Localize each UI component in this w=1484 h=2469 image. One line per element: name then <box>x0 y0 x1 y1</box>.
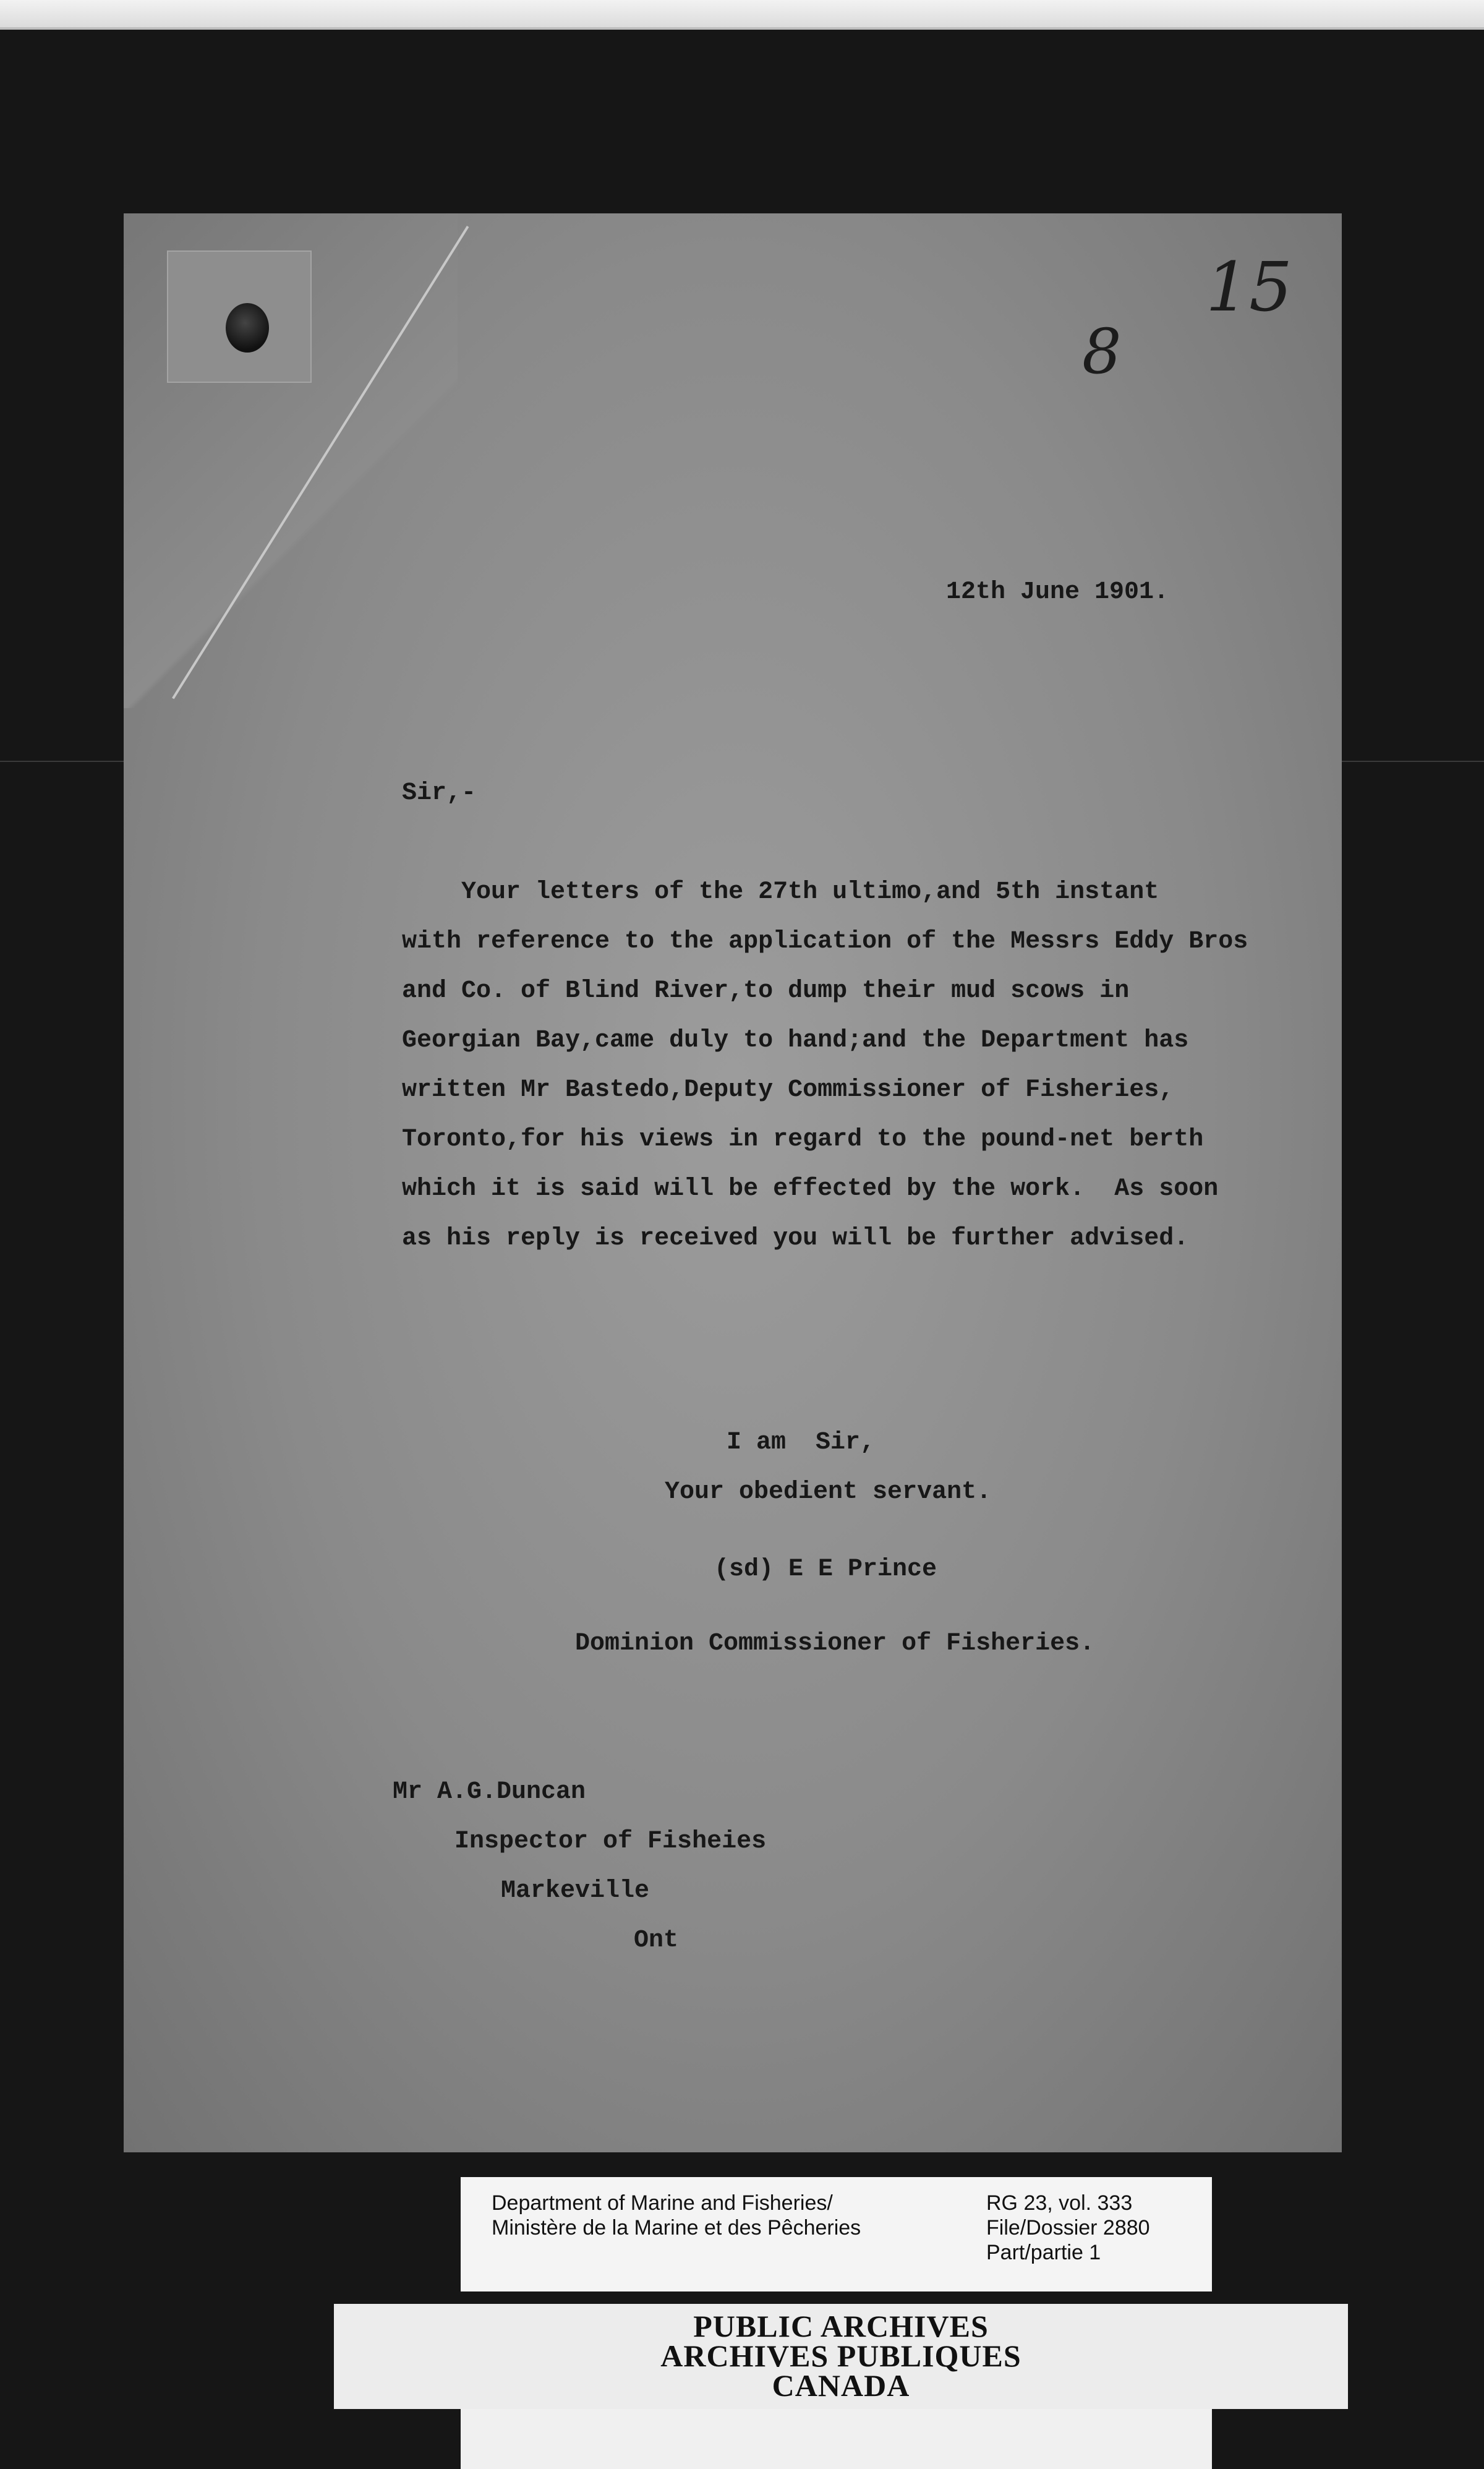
signature: (sd) E E Prince <box>714 1555 937 1583</box>
file-number: File/Dossier 2880 <box>986 2216 1150 2240</box>
archive-stamp-line: ARCHIVES PUBLIQUES <box>660 2338 1021 2373</box>
archive-stamp-line: CANADA <box>772 2368 910 2403</box>
archive-stamp <box>334 2304 1348 2409</box>
film-foot-strip <box>461 2409 1212 2469</box>
body-line: with reference to the application of the Messrs Eddy Bros <box>402 928 1248 956</box>
caption-reference <box>986 2191 1150 2265</box>
closing-line: I am Sir, <box>727 1429 876 1457</box>
rivet-icon <box>226 303 269 353</box>
body-line: Toronto,for his views in regard to the pound-net berth <box>402 1126 1204 1153</box>
handwritten-mark: 8 <box>1082 315 1122 388</box>
body-line: Georgian Bay,came duly to hand;and the Department has <box>402 1027 1189 1055</box>
folio-number: 15 <box>1206 247 1292 327</box>
body-line: which it is said will be effected by the work. As soon <box>402 1175 1219 1203</box>
part-number: Part/partie 1 <box>986 2241 1101 2264</box>
closing-line: Your obedient servant. <box>665 1478 992 1506</box>
department-fr: Ministère de la Marine et des Pêcheries <box>492 2216 861 2240</box>
signatory-title: Dominion Commissioner of Fisheries. <box>575 1630 1095 1658</box>
archive-caption <box>461 2177 1212 2291</box>
film-top-strip <box>0 0 1484 30</box>
addressee-name: Mr A.G.Duncan <box>393 1778 586 1806</box>
department-en: Department of Marine and Fisheries/ <box>492 2191 833 2215</box>
record-group: RG 23, vol. 333 <box>986 2191 1133 2215</box>
letter-date: 12th June 1901. <box>946 578 1169 606</box>
body-line: written Mr Bastedo,Deputy Commissioner of Fisheries, <box>402 1076 1174 1104</box>
body-line: as his reply is received you will be further advised. <box>402 1225 1189 1252</box>
caption-department <box>492 2191 861 2240</box>
archive-stamp-line: PUBLIC ARCHIVES <box>693 2309 989 2343</box>
salutation: Sir,- <box>402 779 477 807</box>
addressee-province: Ont <box>634 1927 679 1954</box>
addressee-town: Markeville <box>501 1877 650 1905</box>
body-line: Your letters of the 27th ultimo,and 5th instant <box>402 878 1159 906</box>
addressee-position: Inspector of Fisheies <box>454 1828 767 1855</box>
body-line: and Co. of Blind River,to dump their mud scows in <box>402 977 1130 1005</box>
